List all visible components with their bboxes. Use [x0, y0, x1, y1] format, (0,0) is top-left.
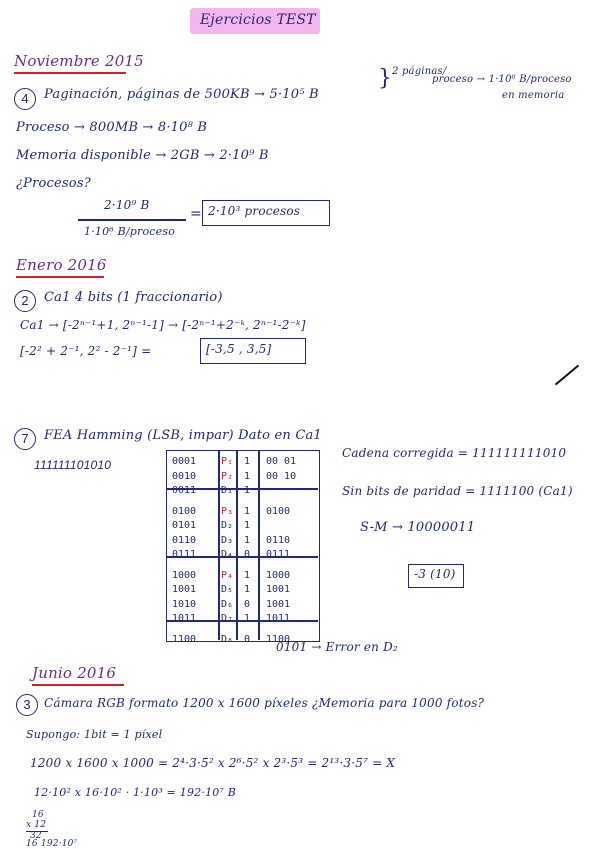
nov-result: 2·10³ procesos	[208, 204, 301, 218]
table-index: 0001	[172, 456, 197, 467]
ene-line1: Ca1 4 bits (1 fraccionario)	[44, 290, 223, 305]
table-role: D₆	[221, 598, 234, 610]
table-bit: 1	[244, 470, 251, 482]
table-parity-check: 1100	[266, 633, 291, 645]
jun-calc4: 16 192·10⁷	[26, 839, 78, 849]
table-col-sep-1	[218, 450, 220, 640]
jun-calc1: 16	[32, 810, 44, 820]
feb-heading: FEA Hamming (LSB, impar) Dato en Ca1	[44, 428, 322, 443]
table-bit: 1	[244, 584, 251, 595]
table-bit: 1	[244, 505, 251, 517]
table-parity-check: 0100	[266, 505, 291, 517]
ene-line2: Ca1 → [-2ⁿ⁻¹+1, 2ⁿ⁻¹-1] → [-2ⁿ⁻¹+2⁻ᵏ, 2ⁿ⁻¹-2⁻ᵏ]	[20, 318, 306, 332]
exercise-number-2: 2	[14, 290, 36, 312]
underline-jun	[32, 684, 124, 686]
pen-mark	[555, 365, 579, 386]
table-index: 0010	[172, 470, 197, 482]
table-index: 1100	[172, 633, 197, 645]
table-parity-check: 0111	[266, 549, 291, 560]
table-role: D₂	[221, 520, 234, 531]
table-index: 1010	[172, 598, 197, 610]
underline-ene	[16, 276, 104, 278]
table-bit: 1	[244, 613, 251, 624]
underline-nov	[14, 72, 126, 74]
feb-sin-bits: Sin bits de paridad = 1111100 (Ca1)	[342, 484, 573, 498]
table-col-sep-2	[236, 450, 238, 640]
nov-brace2: proceso → 1·10⁶ B/proceso	[432, 74, 572, 85]
table-parity-check: 1001	[266, 584, 291, 595]
jun-line1: Cámara RGB formato 1200 x 1600 píxeles ¿Memoria para 1000 fotos?	[44, 696, 485, 710]
section-heading-ene: Enero 2016	[16, 256, 107, 274]
feb-answer: -3 (10)	[414, 567, 456, 581]
table-role: D₄	[221, 549, 234, 560]
ene-result: [-3,5 , 3,5]	[206, 342, 272, 356]
table-bit: 0	[244, 598, 251, 610]
nov-question: ¿Procesos?	[16, 176, 91, 191]
table-role: D₇	[221, 613, 234, 624]
table-parity-check: 1000	[266, 569, 291, 581]
table-role: D₅	[221, 584, 234, 595]
nov-frac-den: 1·10⁶ B/proceso	[84, 225, 176, 238]
table-parity-check: 1001	[266, 598, 291, 610]
table-col-sep-3	[258, 450, 260, 640]
table-index: 1001	[172, 584, 197, 595]
feb-code: 111111101010	[34, 458, 112, 472]
table-role: P₃	[221, 505, 234, 517]
jun-line4: 12·10² x 16·10² · 1·10³ = 192·10⁷ B	[34, 786, 237, 799]
table-index: 0111	[172, 549, 197, 560]
table-role: D₁	[221, 485, 234, 496]
jun-line3: 1200 x 1600 x 1000 = 2⁴·3·5² x 2⁶·5² x 2³·5³ = 2¹³·3·5⁷ = X	[30, 756, 396, 770]
table-parity-check: 00 10	[266, 470, 297, 482]
table-role: P₂	[221, 470, 234, 482]
table-index: 1011	[172, 613, 197, 624]
table-role: D₈	[221, 633, 234, 645]
feb-cadena: Cadena corregida = 111111111010	[342, 446, 567, 460]
feb-sm: S-M → 10000011	[360, 520, 476, 535]
table-bit: 1	[244, 456, 251, 467]
table-bit: 1	[244, 534, 251, 546]
jun-calc2: x 12	[26, 820, 47, 830]
table-index: 0100	[172, 505, 197, 517]
table-role: P₄	[221, 569, 234, 581]
nov-brace1: 2 páginas/	[392, 66, 447, 77]
nov-line3: Memoria disponible → 2GB → 2·10⁹ B	[16, 148, 269, 163]
nov-line2: Proceso → 800MB → 8·10⁸ B	[16, 120, 208, 135]
jun-calc3: 32	[30, 831, 42, 841]
nov-line1: Paginación, páginas de 500KB → 5·10⁵ B	[44, 87, 319, 102]
fraction-bar	[78, 219, 186, 221]
table-bit: 1	[244, 520, 251, 531]
table-parity-check: 0110	[266, 534, 291, 546]
exercise-number-4: 4	[14, 88, 36, 110]
table-role: P₁	[221, 456, 234, 467]
table-bit: 0	[244, 633, 251, 645]
table-index: 0011	[172, 485, 197, 496]
table-index: 1000	[172, 569, 197, 581]
table-bit: 1	[244, 569, 251, 581]
table-index: 0110	[172, 534, 197, 546]
table-bit: 1	[244, 485, 251, 496]
exercise-number-3: 3	[16, 694, 38, 716]
jun-line2: Supongo: 1bit = 1 píxel	[26, 728, 163, 741]
nov-eq: =	[190, 206, 202, 222]
table-index: 0101	[172, 520, 197, 531]
brace: }	[378, 66, 393, 91]
nov-brace3: en memoria	[502, 90, 565, 101]
table-role: D₃	[221, 534, 234, 546]
section-heading-nov: Noviembre 2015	[14, 52, 144, 70]
table-bit: 0	[244, 549, 251, 560]
nov-frac-num: 2·10⁹ B	[104, 198, 150, 212]
page-title: Ejercicios TEST	[200, 12, 316, 28]
ene-line3: [-2² + 2⁻¹, 2² - 2⁻¹] =	[20, 344, 152, 358]
table-parity-check: 00 01	[266, 456, 297, 467]
table-parity-check: 1011	[266, 613, 291, 624]
section-heading-jun: Junio 2016	[32, 664, 117, 682]
feb-error: 0101 → Error en D₂	[276, 640, 398, 654]
exercise-number-7: 7	[14, 428, 36, 450]
